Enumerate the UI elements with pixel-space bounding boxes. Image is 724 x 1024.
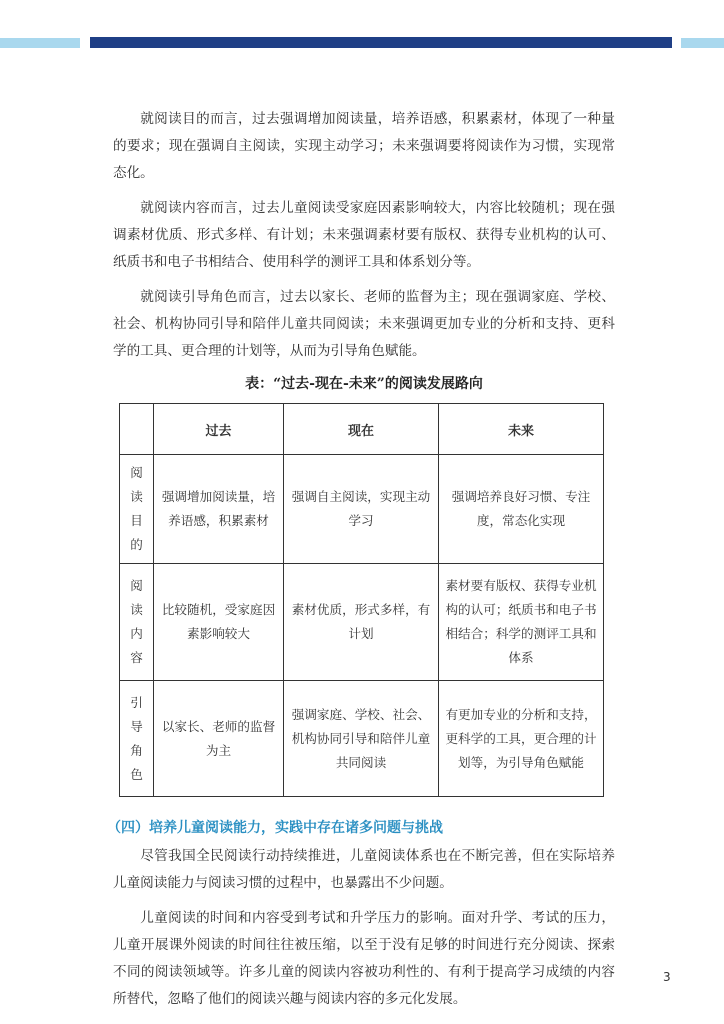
cell-present: 强调自主阅读，实现主动学习 (284, 455, 439, 564)
row-label: 阅读目的 (120, 455, 154, 564)
paragraph-reading-purpose: 就阅读目的而言，过去强调增加阅读量，培养语感，积累素材，体现了一种量的要求；现在强调自主阅读，实现主动学习；未来强调要将阅读作为习惯，实现常态化。 (113, 111, 615, 181)
cell-present: 强调家庭、学校、社会、机构协同引导和陪伴儿童共同阅读 (284, 681, 439, 797)
paragraph-section-detail: 儿童阅读的时间和内容受到考试和升学压力的影响。面对升学、考试的压力，儿童开展课外阅读的时间往往被压缩，以至于没有足够的时间进行充分阅读、探索不同的阅读领域等。许多儿童的阅读内容被功利性的、有利于提高学习成绩的内容所替代，忽略了他们的阅读兴趣与阅读内容的多元化发展。 (113, 910, 615, 1007)
paragraph-guiding-role: 就阅读引导角色而言，过去以家长、老师的监督为主；现在强调家庭、学校、社会、机构协同引导和陪伴儿童共同阅读；未来强调更加专业的分析和支持、更科学的工具、更合理的计划等，从而为引导角色赋能。 (113, 289, 615, 359)
table-header-present: 现在 (284, 404, 439, 455)
header-bar-right (681, 38, 724, 48)
header-bar-main (90, 37, 672, 48)
page-content (107, 106, 615, 1021)
paragraph-reading-content: 就阅读内容而言，过去儿童阅读受家庭因素影响较大，内容比较随机；现在强调素材优质、形式多样、有计划；未来强调素材要有版权、获得专业机构的认可、纸质书和电子书相结合、使用科学的测评工具和体系划分等。 (113, 200, 615, 270)
table-header-row (120, 404, 604, 455)
row-label: 引导角色 (120, 681, 154, 797)
table-row (120, 681, 604, 797)
table-row (120, 455, 604, 564)
paragraph-section-intro: 尽管我国全民阅读行动持续推进，儿童阅读体系也在不断完善，但在实际培养儿童阅读能力与阅读习惯的过程中，也暴露出不少问题。 (113, 848, 615, 891)
table-row (120, 564, 604, 681)
row-label: 阅读内容 (120, 564, 154, 681)
cell-past: 强调增加阅读量，培养语感，积累素材 (154, 455, 284, 564)
table-title: 表：“过去-现在-未来”的阅读发展路向 (245, 376, 483, 392)
table-header-past: 过去 (154, 404, 284, 455)
cell-past: 以家长、老师的监督为主 (154, 681, 284, 797)
header-bar-left (0, 38, 80, 48)
table-header-corner (120, 404, 154, 455)
cell-future: 有更加专业的分析和支持，更科学的工具，更合理的计划等，为引导角色赋能 (439, 681, 604, 797)
section-heading: （四）培养儿童阅读能力，实践中存在诸多问题与挑战 (107, 820, 443, 836)
cell-present: 素材优质，形式多样，有计划 (284, 564, 439, 681)
cell-future: 强调培养良好习惯、专注度，常态化实现 (439, 455, 604, 564)
reading-development-table (119, 403, 604, 797)
table-header-future: 未来 (439, 404, 604, 455)
cell-past: 比较随机，受家庭因素影响较大 (154, 564, 284, 681)
page-number: 3 (663, 970, 671, 984)
cell-future: 素材要有版权、获得专业机构的认可；纸质书和电子书相结合；科学的测评工具和体系 (439, 564, 604, 681)
